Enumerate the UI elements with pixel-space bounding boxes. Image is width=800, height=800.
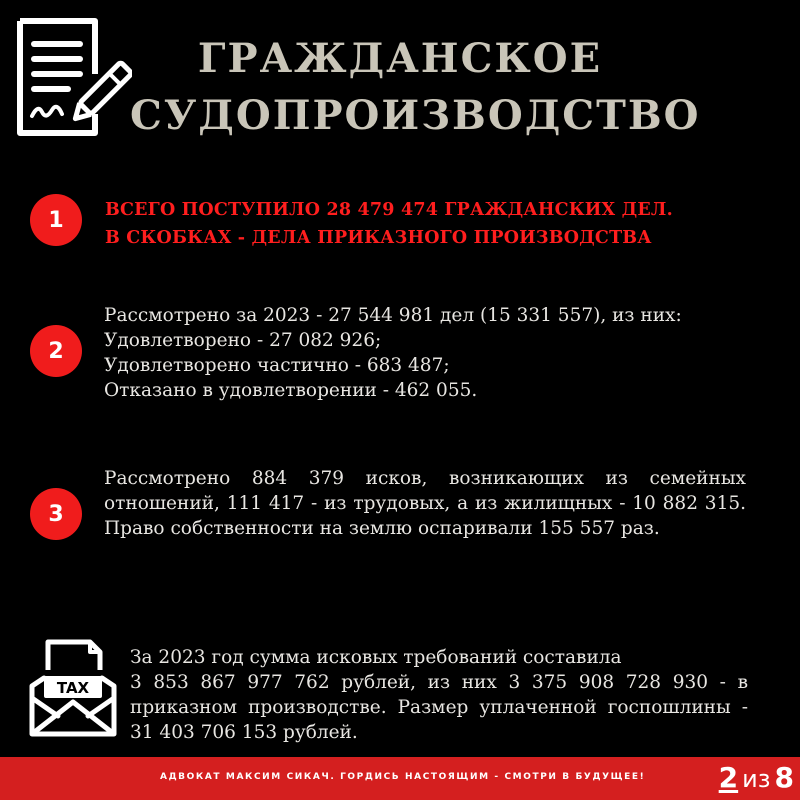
number-badge-1: 1	[30, 194, 82, 246]
total-cases-text	[105, 196, 785, 252]
claims-text: Рассмотрено 884 379 исков, возникающих из семейных отношений, 111 417 - из трудовых, а из жилищных - 10 882 315. Право собственности на землю оспаривали 155 557 раз.	[104, 468, 746, 539]
title-line-2: СУДОПРОИЗВОДСТВО	[130, 92, 701, 139]
footer-slogan: АДВОКАТ МАКСИМ СИКАЧ. ГОРДИСЬ НАСТОЯЩИМ - СМОТРИ В БУДУЩЕЕ!	[160, 772, 646, 782]
document-pen-icon	[10, 16, 132, 138]
total-cases-line-1: ВСЕГО ПОСТУПИЛО 28 479 474 ГРАЖДАНСКИХ ДЕЛ.	[105, 200, 673, 220]
claims-sum-body: 3 853 867 977 762 рублей, из них 3 375 908 728 930 - в приказном производстве. Размер уплаченной госпошлины - 31 403 706 153 рублей.	[130, 672, 748, 743]
total-cases-line-2: В СКОБКАХ - ДЕЛА ПРИКАЗНОГО ПРОИЗВОДСТВА	[105, 228, 652, 248]
claims-sum-line-1: За 2023 год сумма исковых требований составила	[130, 647, 622, 668]
page-counter	[719, 761, 794, 794]
footer-bar	[0, 757, 800, 800]
number-badge-2: 2	[30, 325, 82, 377]
page-title	[130, 30, 701, 144]
considered-line-2: Удовлетворено - 27 082 926;	[104, 330, 382, 351]
considered-cases-text	[104, 303, 794, 403]
page-total: 8	[774, 761, 794, 794]
page-of: из	[742, 765, 771, 793]
considered-line-3: Удовлетворено частично - 683 487;	[104, 355, 450, 376]
title-line-1: ГРАЖДАНСКОЕ	[197, 35, 603, 82]
tax-label: TAX	[56, 679, 90, 697]
page-current: 2	[718, 761, 739, 794]
tax-envelope-icon	[28, 636, 118, 738]
claims-sum-text	[130, 645, 748, 745]
considered-line-1: Рассмотрено за 2023 - 27 544 981 дел (15 331 557), из них:	[104, 305, 682, 326]
number-badge-3: 3	[30, 488, 82, 540]
considered-line-4: Отказано в удовлетворении - 462 055.	[104, 380, 478, 401]
